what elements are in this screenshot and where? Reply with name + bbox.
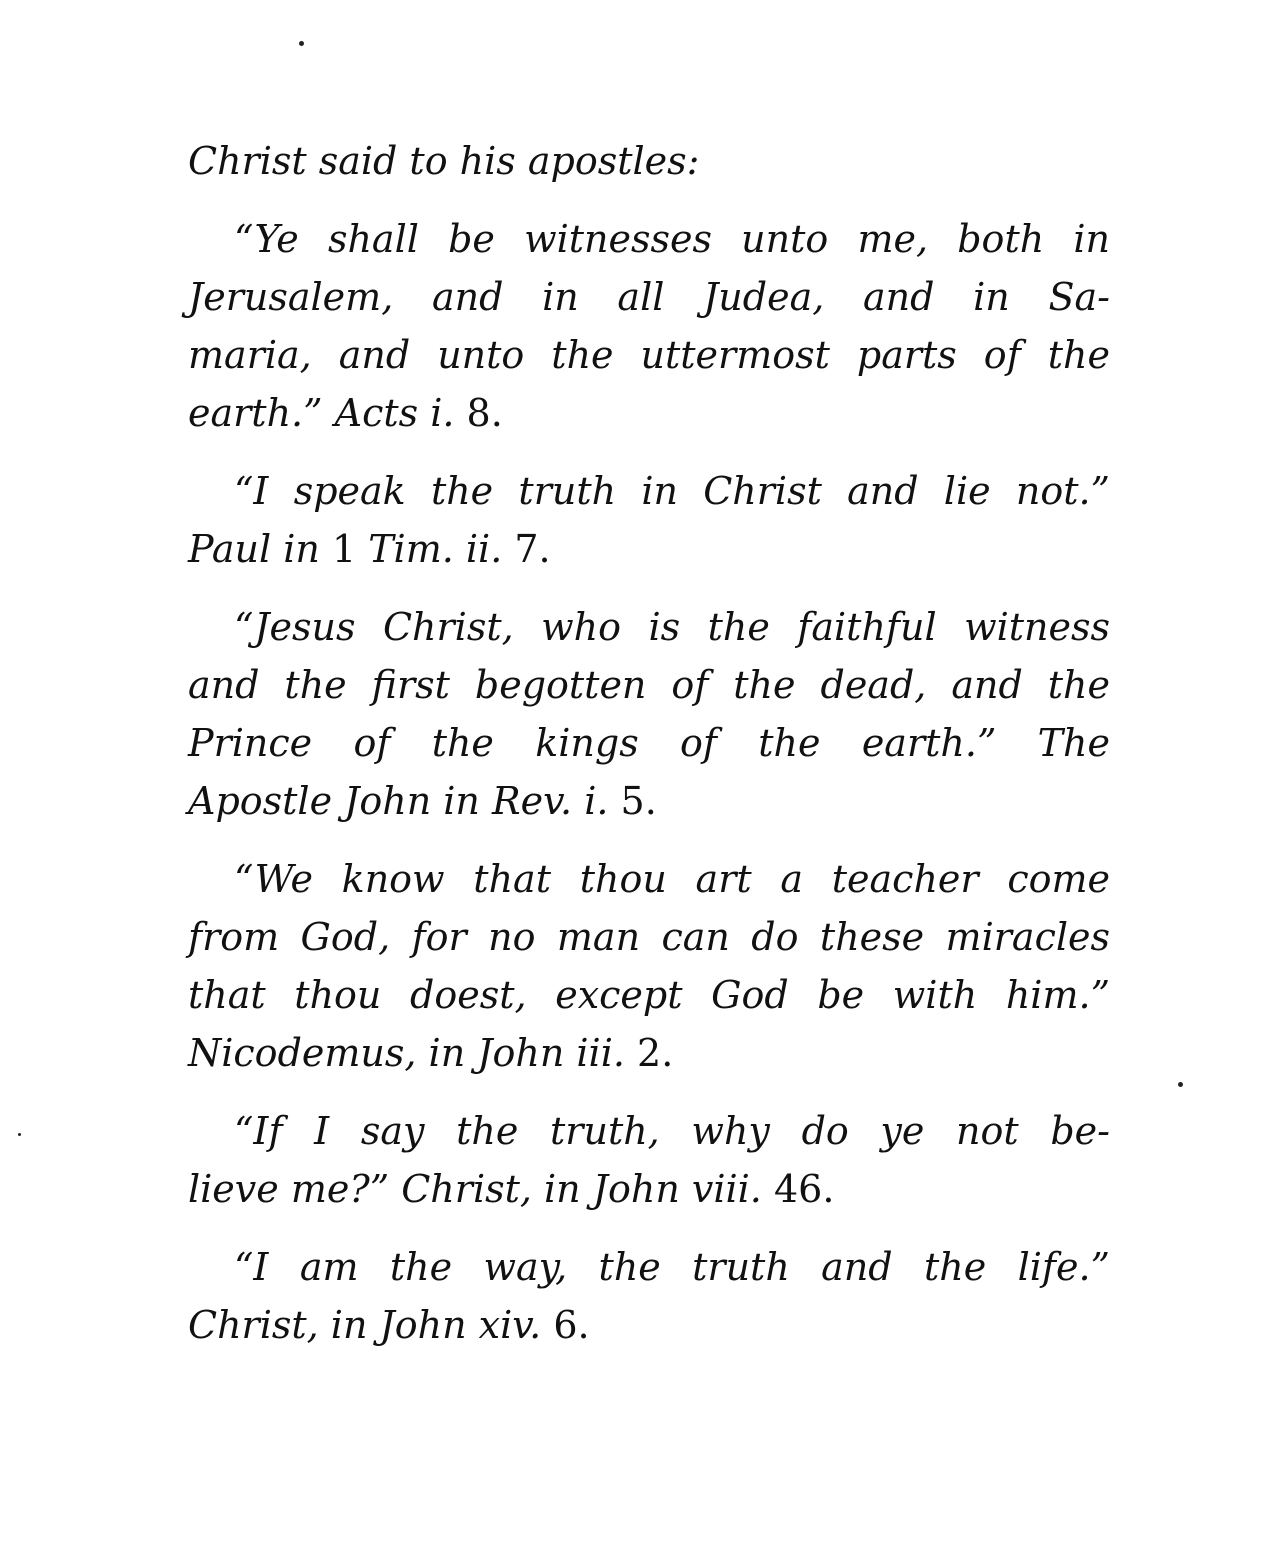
quote-paragraph — [188, 210, 1110, 442]
quote-line: and the first begotten of the dead, and the — [188, 663, 1110, 707]
citation-number: 6. — [553, 1303, 590, 1347]
page-text — [188, 132, 1110, 1354]
ink-speck — [299, 41, 304, 46]
citation-line — [188, 772, 1110, 830]
quote-paragraph — [188, 850, 1110, 1082]
quote-line: “If I say the truth, why do ye not be- — [234, 1109, 1110, 1153]
quote-line: “We know that thou art a teacher come — [234, 857, 1110, 901]
ink-speck — [18, 1133, 21, 1136]
quote-line: maria, and unto the uttermost parts of the — [188, 333, 1110, 377]
quote-line: “Ye shall be witnesses unto me, both in — [234, 217, 1110, 261]
quote-line: “I speak the truth in Christ and lie not.” — [234, 469, 1110, 513]
citation-text: lieve me?” Christ, in John viii. — [188, 1167, 774, 1211]
quote-paragraph — [188, 1102, 1110, 1218]
quote-line: that thou doest, except God be with him.” — [188, 973, 1110, 1017]
citation-number: 1 — [331, 527, 357, 571]
quote-paragraph — [188, 1238, 1110, 1354]
citation-line — [188, 520, 1110, 578]
citation-number: 46. — [773, 1167, 835, 1211]
citation-line — [188, 1296, 1110, 1354]
citation-text: Tim. ii. — [356, 527, 515, 571]
citation-text: Christ, in John xiv. — [188, 1303, 554, 1347]
citation-line — [188, 1024, 1110, 1082]
citation-line — [188, 384, 1110, 442]
citation-text: Paul in — [188, 527, 332, 571]
citation-number: 2. — [637, 1031, 674, 1075]
quote-line: from God, for no man can do these miracles — [188, 915, 1110, 959]
quote-line: Prince of the kings of the earth.” The — [188, 721, 1110, 765]
citation-number: 8. — [466, 391, 503, 435]
citation-number: 5. — [620, 779, 657, 823]
citation-text: Apostle John in Rev. i. — [188, 779, 621, 823]
quote-line: “I am the way, the truth and the life.” — [234, 1245, 1110, 1289]
quote-paragraph — [188, 598, 1110, 830]
citation-number: 7. — [514, 527, 551, 571]
citation-text: earth.” Acts i. — [188, 391, 467, 435]
ink-speck — [1178, 1082, 1183, 1087]
intro-line: Christ said to his apostles: — [188, 139, 700, 183]
quote-paragraph — [188, 462, 1110, 578]
citation-text: Nicodemus, in John iii. — [188, 1031, 638, 1075]
citation-line — [188, 1160, 1110, 1218]
quote-line: Jerusalem, and in all Judea, and in Sa- — [188, 275, 1110, 319]
quote-line: “Jesus Christ, who is the faithful witness — [234, 605, 1110, 649]
